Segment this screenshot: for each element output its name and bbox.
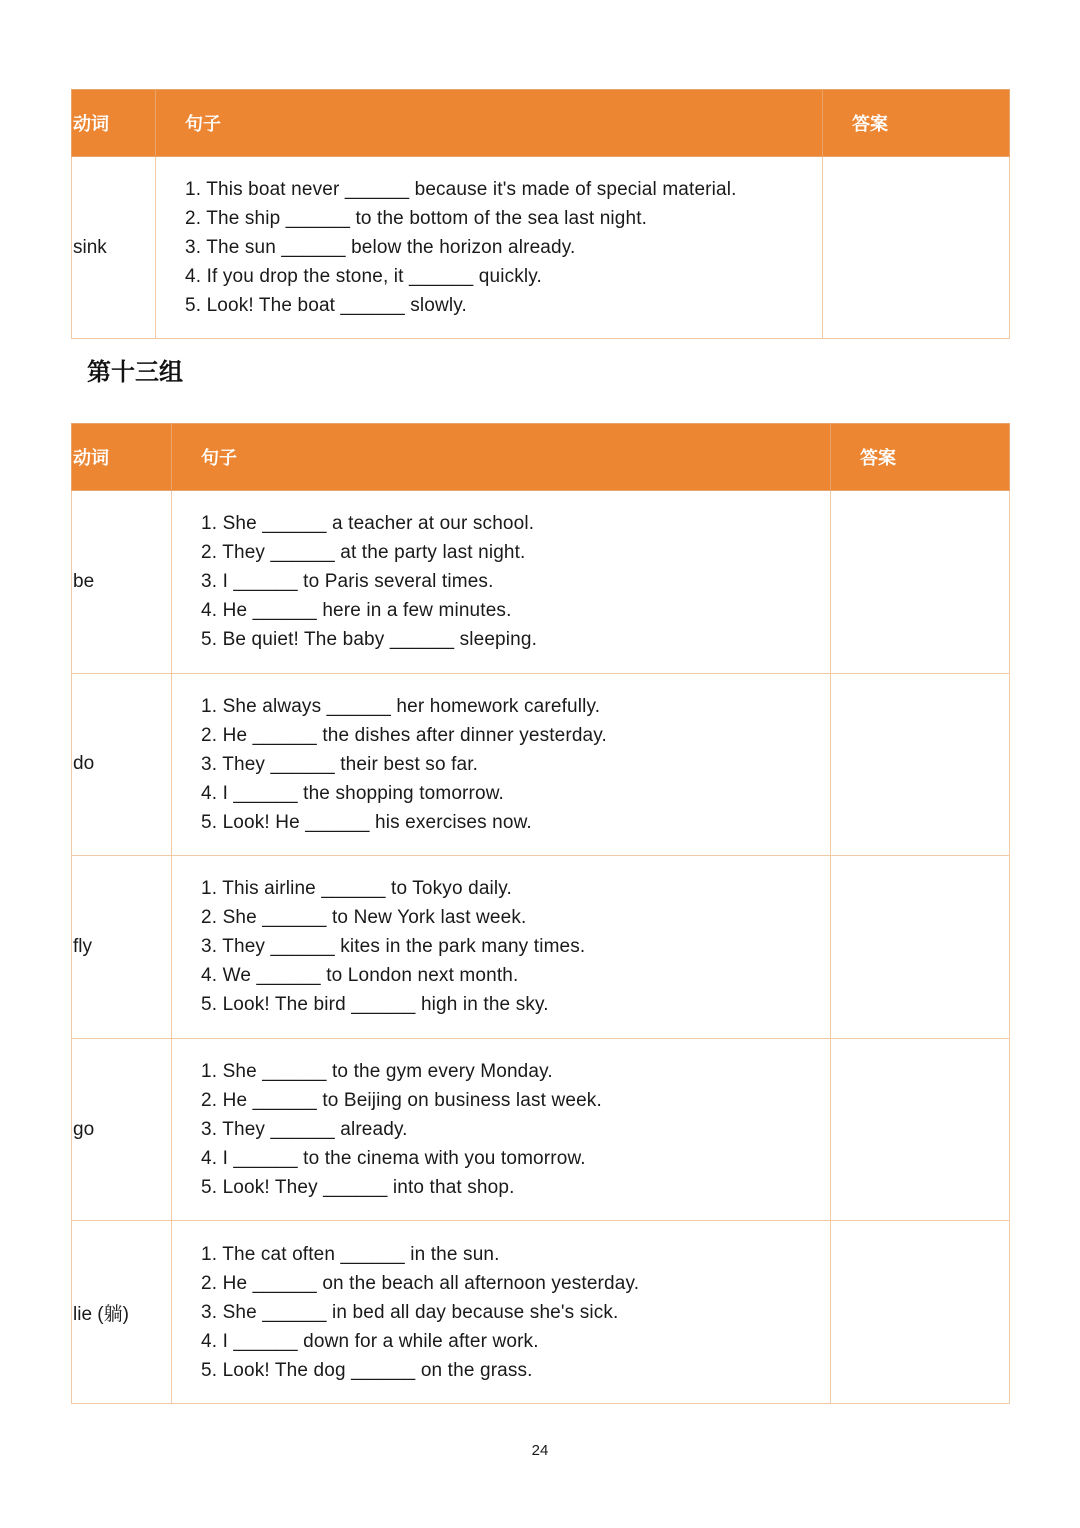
verb-table-2 <box>71 423 1010 1404</box>
answer-cell[interactable] <box>831 1038 1010 1221</box>
verb-cell: be <box>72 491 172 674</box>
sentence-line: 4. I ______ down for a while after work. <box>201 1330 539 1352</box>
header-sentence: 句子 <box>172 424 831 491</box>
sentence-line: 1. She always ______ her homework carefully. <box>201 695 601 717</box>
sentences-cell <box>172 673 831 856</box>
verb-cell: fly <box>72 856 172 1039</box>
sentence-line: 3. I ______ to Paris several times. <box>201 571 494 593</box>
sentences-cell <box>172 856 831 1039</box>
verb-cell: lie (躺) <box>72 1221 172 1404</box>
header-sentence: 句子 <box>156 90 823 157</box>
sentences-cell <box>172 1038 831 1221</box>
verb-table-1 <box>71 89 1010 339</box>
sentence-line: 4. We ______ to London next month. <box>201 965 519 987</box>
sentence-line: 3. They ______ kites in the park many times. <box>201 936 586 958</box>
verb-cell: go <box>72 1038 172 1221</box>
header-answer: 答案 <box>831 424 1010 491</box>
section-title: 第十三组 <box>87 358 183 386</box>
sentences-cell <box>172 491 831 674</box>
header-answer: 答案 <box>823 90 1010 157</box>
sentence-line: 3. The sun ______ below the horizon already. <box>185 237 576 258</box>
sentence-line: 2. He ______ the dishes after dinner yesterday. <box>201 724 607 746</box>
sentence-line: 2. He ______ on the beach all afternoon yesterday. <box>201 1272 640 1294</box>
sentence-line: 2. They ______ at the party last night. <box>201 542 526 564</box>
sentence-line: 5. Look! The boat ______ slowly. <box>185 295 467 316</box>
verb-cell: sink <box>72 157 156 339</box>
table-row <box>72 1221 1010 1404</box>
table-row <box>72 673 1010 856</box>
table-row <box>72 491 1010 674</box>
table-row <box>72 856 1010 1039</box>
sentence-line: 1. She ______ to the gym every Monday. <box>201 1061 553 1083</box>
answer-cell[interactable] <box>823 157 1010 339</box>
sentence-line: 3. She ______ in bed all day because she's sick. <box>201 1301 619 1323</box>
sentence-line: 1. The cat often ______ in the sun. <box>201 1243 500 1265</box>
sentence-line: 2. She ______ to New York last week. <box>201 907 527 929</box>
answer-cell[interactable] <box>831 856 1010 1039</box>
answer-cell[interactable] <box>831 673 1010 856</box>
sentence-line: 5. Look! He ______ his exercises now. <box>201 811 532 833</box>
sentence-line: 5. Look! The bird ______ high in the sky. <box>201 994 549 1016</box>
table-row <box>72 1038 1010 1221</box>
sentence-line: 1. She ______ a teacher at our school. <box>201 513 535 535</box>
table-header-row <box>72 90 1010 157</box>
sentence-line: 4. I ______ the shopping tomorrow. <box>201 782 504 804</box>
sentence-line: 1. This boat never ______ because it's made of special material. <box>185 179 737 200</box>
sentence-line: 4. If you drop the stone, it ______ quickly. <box>185 266 542 287</box>
verb-cell: do <box>72 673 172 856</box>
sentence-line: 3. They ______ their best so far. <box>201 753 479 775</box>
sentence-line: 2. He ______ to Beijing on business last week. <box>201 1090 602 1112</box>
sentence-line: 5. Be quiet! The baby ______ sleeping. <box>201 629 537 651</box>
table-row <box>72 157 1010 339</box>
sentence-line: 5. Look! They ______ into that shop. <box>201 1177 515 1199</box>
page-number: 24 <box>531 1442 549 1459</box>
table-header-row <box>72 424 1010 491</box>
sentences-cell <box>172 1221 831 1404</box>
sentence-line: 3. They ______ already. <box>201 1119 408 1141</box>
answer-cell[interactable] <box>831 1221 1010 1404</box>
sentence-line: 1. This airline ______ to Tokyo daily. <box>201 878 512 900</box>
sentence-line: 4. I ______ to the cinema with you tomorrow. <box>201 1148 586 1170</box>
sentences-cell <box>156 157 823 339</box>
header-verb: 动词 <box>72 424 172 491</box>
sentence-line: 2. The ship ______ to the bottom of the sea last night. <box>185 208 648 229</box>
header-verb: 动词 <box>72 90 156 157</box>
sentence-line: 5. Look! The dog ______ on the grass. <box>201 1359 533 1381</box>
sentence-line: 4. He ______ here in a few minutes. <box>201 600 512 622</box>
answer-cell[interactable] <box>831 491 1010 674</box>
